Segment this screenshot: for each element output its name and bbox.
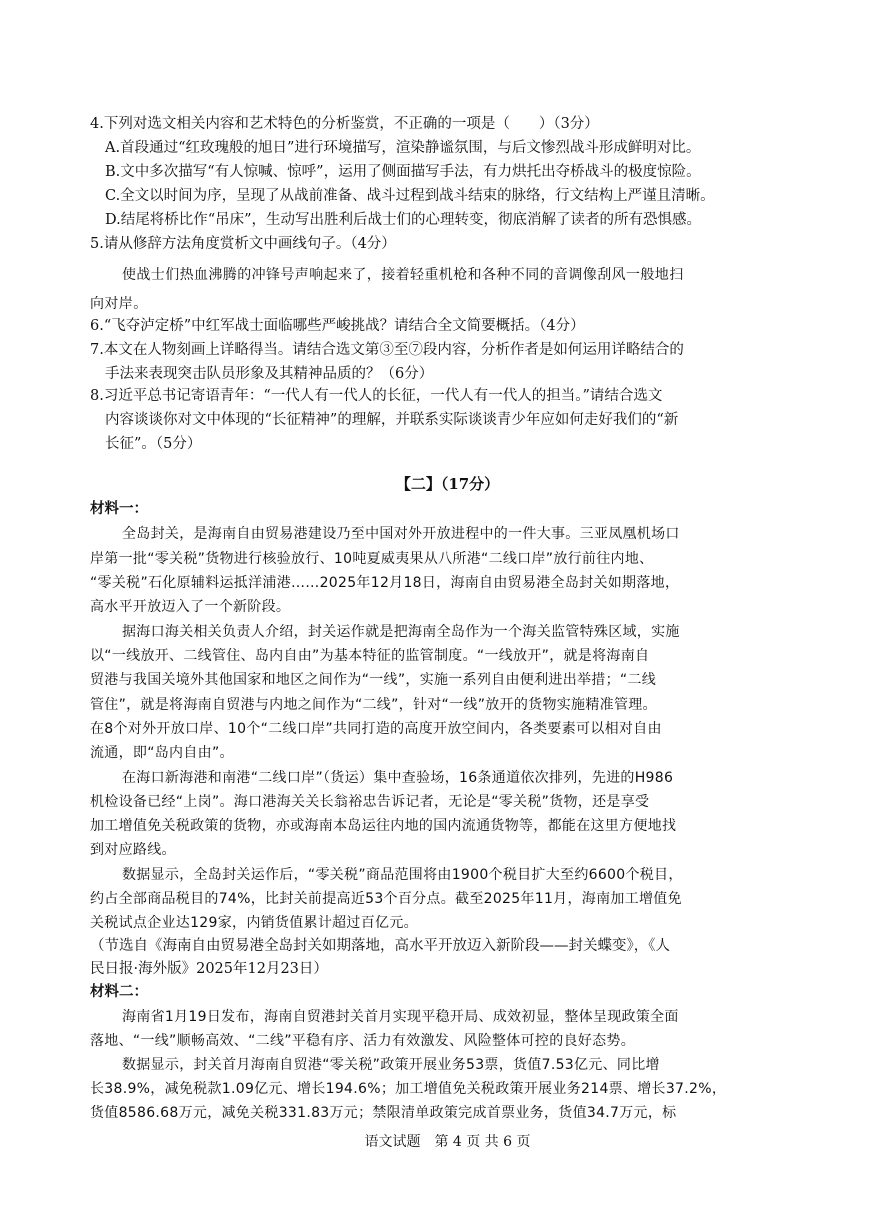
question-4-option-a: A.首段通过“红玫瑰般的旭日”进行环境描写，渲染静谧氛围，与后文惨烈战斗形成鲜明对比。 [105,140,701,156]
material-2-line: 货值8586.68万元，减免关税331.83万元；禁限清单政策完成首票业务，货值34.7万元，标 [90,1105,677,1121]
material-1-line: 在海口新海港和南港“二线口岸”（货运）集中查验场，16条通道依次排列，先进的H986 [122,770,674,786]
question-8-line-1: 8.习近平总书记寄语青年：“一代人有一代人的长征，一代人有一代人的担当。”请结合选文 [90,388,663,404]
material-1-line: 约占全部商品税目的74%，比封关前提高近53个百分点。截至2025年11月，海南加工增值免 [90,891,682,907]
question-8-line-3: 长征”。（5分） [105,436,202,452]
material-1-line: 管住”，就是将海南自贸港与内地之间作为“二线”，针对“一线”放开的货物实施精准管理。 [90,697,657,713]
material-2-line: 长38.9%，减免税款1.09亿元、增长194.6%；加工增值免关税政策开展业务214票、增长37.2%， [90,1081,727,1097]
section-heading: 【二】（17分） [395,475,500,493]
material-1-line: 关税试点企业达129家，内销货值累计超过百亿元。 [90,915,418,931]
material-2-label: 材料二： [90,984,148,1000]
question-7-line-1: 7.本文在人物刻画上详略得当。请结合选文第③至⑦段内容，分析作者是如何运用详略结合的 [90,342,684,358]
material-1-line: 以“一线放开、二线管住、岛内自由”为基本特征的监管制度。“一线放开”，就是将海南自 [90,648,650,664]
material-1-line: 高水平开放迈入了一个新阶段。 [90,599,291,615]
material-1-line: 数据显示，全岛封关运作后，“零关税”商品范围将由1900个税目扩大至约6600个税目， [122,867,683,883]
question-8-line-2: 内容谈谈你对文中体现的“长征精神”的理解，并联系实际谈谈青少年应如何走好我们的“新 [105,412,679,428]
material-2-line: 海南省1月19日发布，海南自贸港封关首月实现平稳开局、成效初显，整体呈现政策全面 [122,1009,679,1025]
question-4-stem: 4.下列对选文相关内容和艺术特色的分析鉴赏，不正确的一项是（ ）（3分） [90,116,599,132]
question-4-option-c: C.全文以时间为序，呈现了从战前准备、战斗过程到战斗结束的脉络，行文结构上严谨且清晰。 [105,188,715,204]
material-1-line: 机检设备已经“上岗”。海口港海关关长翁裕忠告诉记者，无论是“零关税”货物，还是享受 [90,794,650,810]
material-1-line: 贸港与我国关境外其他国家和地区之间作为“一线”，实施一系列自由便利进出举措；“二线 [90,672,657,688]
material-1-line: 在8个对外开放口岸、10个“二线口岸”共同打造的高度开放空间内，各类要素可以相对自由 [90,721,662,737]
material-1-line: “零关税”石化原辅料运抵洋浦港……2025年12月18日，海南自由贸易港全岛封关如期落地， [90,575,680,591]
question-7-line-2: 手法来表现突击队员形象及其精神品质的？（6分） [105,366,434,382]
material-1-line: 据海口海关相关负责人介绍，封关运作就是把海南全岛作为一个海关监管特殊区域，实施 [122,624,680,640]
material-2-line: 落地、“一线”顺畅高效、“二线”平稳有序、活力有效激发、风险整体可控的良好态势。 [90,1033,636,1049]
question-4-option-b: B.文中多次描写“有人惊喊、惊呼”，运用了侧面描写手法，有力烘托出夺桥战斗的极度惊险。 [105,164,701,180]
material-1-line: 岸第一批“零关税”货物进行核验放行、10吨夏威夷果从八所港“二线口岸”放行前往内地、 [90,551,654,567]
question-5-stem: 5.请从修辞方法角度赏析文中画线句子。（4分） [90,236,396,252]
material-1-source-line-1: （节选自《海南自由贸易港全岛封关如期落地，高水平开放迈入新阶段——封关蝶变》，《人 [90,938,670,954]
material-1-label: 材料一： [90,501,148,517]
question-5-quote-line-1: 使战士们热血沸腾的冲锋号声响起来了，接着轻重机枪和各种不同的音调像刮风一般地扫 [122,267,684,283]
material-2-line: 数据显示，封关首月海南自贸港“零关税”政策开展业务53票，货值7.53亿元、同比增 [122,1057,660,1073]
material-1-line: 全岛封关，是海南自由贸易港建设乃至中国对外开放进程中的一件大事。三亚凤凰机场口 [122,526,680,542]
material-1-line: 到对应路线。 [90,842,176,858]
material-1-line: 加工增值免关税政策的货物，亦或海南本岛运往内地的国内流通货物等，都能在这里方便地找 [90,818,677,834]
material-1-source-line-2: 民日报·海外版》2025年12月23日） [90,961,328,977]
question-6-stem: 6.“飞夺泸定桥”中红军战士面临哪些严峻挑战？请结合全文简要概括。（4分） [90,318,585,334]
material-1-line: 流通，即“岛内自由”。 [90,745,234,761]
page-footer: 语文试题 第 4 页 共 6 页 [364,1134,531,1150]
question-4-option-d: D.结尾将桥比作“吊床”，生动写出胜利后战士们的心理转变，彻底消解了读者的所有恐惧感。 [105,212,702,228]
question-5-quote-line-2: 向对岸。 [90,296,148,312]
